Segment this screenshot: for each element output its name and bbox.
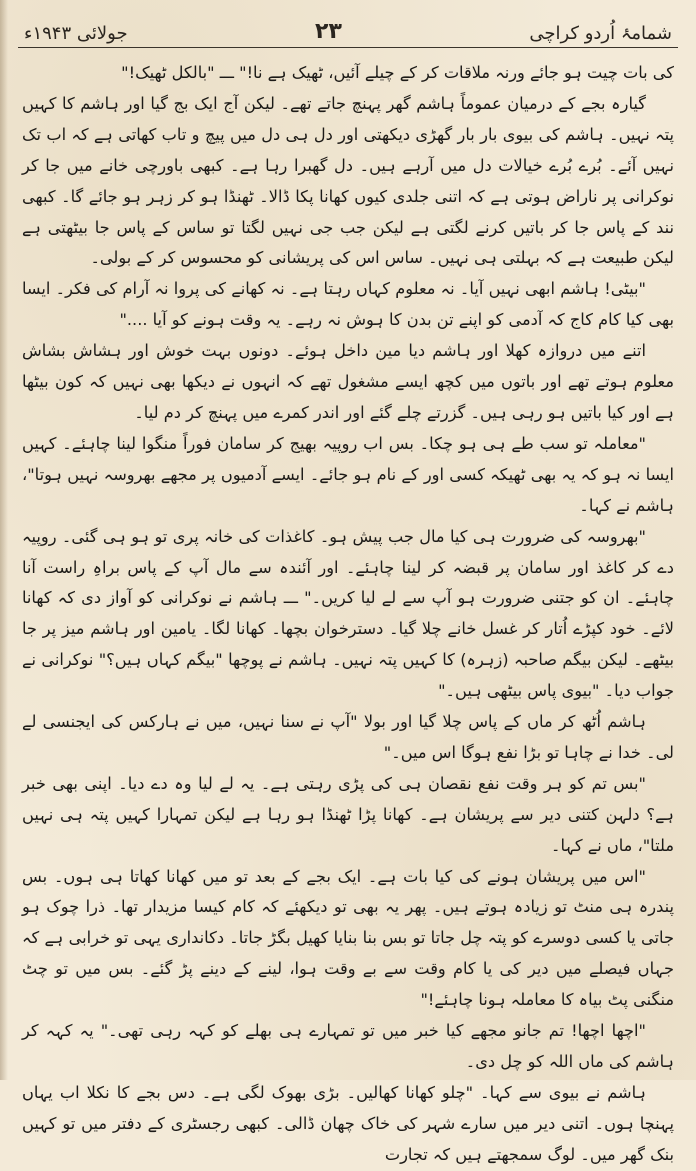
- issue-date: جولائی ۱۹۴۳ء: [24, 23, 128, 44]
- paragraph: "بھروسہ کی ضرورت ہی کیا مال جب پیش ہو۔ کاغذات کی خانہ پری تو ہو ہی گئی۔ روپیہ دے کر کاغذ اور سامان پر قبضہ کر لینا چاہئے۔ اور آئندہ سے مال آپ کے پاس براہِ راست آنا چاہئے۔ ان کو جتنی ضرورت ہو آپ سے لے لیا کریں۔" ـــ ہاشم نے نوکرانی کو آواز دی کہ کھانا لائے۔ خود کپڑے اُتار کر غسل خانے چلا گیا۔ دسترخوان بچھا۔ کھانا لگا۔ یامین اور ہاشم میز پر جا بیٹھے۔ لیکن بیگم صاحبہ (زہرہ) کا کہیں پتہ نہیں۔ ہاشم نے پوچھا "بیگم کہاں ہیں؟" نوکرانی نے جواب دیا۔ "بیوی پاس بیٹھی ہیں۔": [22, 526, 674, 701]
- paragraph: کی بات چیت ہو جائے ورنہ ملاقات کر کے چیلے آئیں، ٹھیک ہے نا!" ـــ "بالکل ٹھیک!": [121, 63, 674, 82]
- page-number: ۲۳: [315, 19, 342, 44]
- paragraph: ہاشم اُٹھ کر ماں کے پاس چلا گیا اور بولا "آپ نے سنا نہیں، میں نے ہارکس کی ایجنسی لے لی۔ خدا نے چاہا تو بڑا نفع ہوگا اس میں۔": [22, 712, 674, 762]
- page-header: [18, 10, 678, 48]
- paragraph: "بس تم کو ہر وقت نفع نقصان ہی کی پڑی رہتی ہے۔ یہ لے لیا وہ دے دیا۔ اپنی بھی خبر ہے؟ دلہن کتنی دیر سے پریشان ہے۔ کھانا پڑا ٹھنڈا ہو رہا ہے لیکن تمہارا کہیں پتہ ہی نہیں ملتا"، ماں نے کہا۔: [22, 773, 674, 855]
- paragraph: گیارہ بجے کے درمیان عموماً ہاشم گھر پہنچ جاتے تھے۔ لیکن آج ایک بج گیا اور ہاشم کا کہیں پتہ نہیں۔ ہاشم کی بیوی بار بار گھڑی دیکھتی اور دل ہی دل میں پیچ و تاب کھاتی ہے کہ اب تک نہیں آئے۔ بُرے بُرے خیالات دل میں آرہے ہیں۔ دل گھبرا رہا ہے۔ کبھی باورچی خانے میں جا کر نوکرانی پر ناراض ہوتی ہے کہ اتنی جلدی کیوں کھانا پکا ڈالا۔ ٹھنڈا ہو کر زہر ہو جائے گا۔ کبھی نند کے پاس جا کر باتیں کرنے لگتی ہے لیکن جب جی نہیں لگتا تو ساس کے پاس جا بیٹھتی ہے لیکن طبیعت ہے کہ بہلتی ہی نہیں۔ ساس اس کی پریشانی کو محسوس کر کے بولی۔: [22, 93, 674, 268]
- paragraph: "اچھا اچھا! تم جانو مجھے کیا خبر میں تو تمہارے ہی بھلے کو کہہ رہی تھی۔" یہ کہہ کر ہاشم کی ماں اللہ کو چل دی۔: [22, 1021, 674, 1071]
- paragraph: اتنے میں دروازہ کھلا اور ہاشم دیا مین داخل ہوئے۔ دونوں بہت خوش اور ہشاش بشاش معلوم ہوتے تھے اور باتوں میں کچھ ایسے مشغول تھے کہ انہوں نے دیکھا بھی نہیں کہ کون بیٹھا ہے اور کیا باتیں ہو رہی ہیں۔ گزرتے چلے گئے اور اندر کمرے میں پہنچ کر دم لیا۔: [22, 341, 674, 422]
- paragraph: "معاملہ تو سب طے ہی ہو چکا۔ بس اب روپیہ بھیج کر سامان فوراً منگوا لینا چاہئے۔ کہیں ایسا نہ ہو کہ یہ بھی ٹھیکہ کسی اور کے نام ہو جائے۔ ایسے آدمیوں پر مجھے بھروسہ نہیں ہوتا"، ہاشم نے کہا۔: [22, 433, 674, 515]
- paragraph: "اس میں پریشان ہونے کی کیا بات ہے۔ ایک بجے کے بعد تو میں کھانا کھاتا ہی ہوں۔ بس پندرہ ہی منٹ تو زیادہ ہوتے ہیں۔ پھر یہ بھی تو دیکھئے کہ کام کیسا مزیدار تھا۔ ذرا چوک ہو جاتی یا کسی دوسرے کو پتہ چل جاتا تو بس بنا بنایا کھیل بگڑ جاتا۔ دکانداری یہی تو خرابی ہے کہ جہاں فیصلے میں دیر کی یا کام وقت سے بے وقت ہوا، لینے کے دینے پڑ گئے۔ بس میں تو چٹ منگنی پٹ بیاہ کا معاملہ ہونا چاہئے!": [22, 866, 674, 1010]
- body-text: [18, 48, 678, 1171]
- journal-title: شمامۂ اُردو کراچی: [529, 23, 672, 44]
- paragraph: "بیٹی! ہاشم ابھی نہیں آیا۔ نہ معلوم کہاں رہتا ہے۔ نہ کھانے کی پروا نہ آرام کی فکر۔ ایسا بھی کیا کام کاج کہ آدمی کو اپنے تن بدن کا ہوش نہ رہے۔ یہ وقت ہونے کو آیا ....": [22, 279, 674, 330]
- paragraph: ہاشم نے بیوی سے کہا۔ "چلو کھانا کھالیں۔ بڑی بھوک لگی ہے۔ دس بجے کا نکلا اب یہاں پہنچا ہوں۔ اتنی دیر میں سارے شہر کی خاک چھان ڈالی۔ کبھی رجسٹری کے دفتر میں تو کہیں بنک گھر میں۔ لوگ سمجھتے ہیں کہ تجارت: [22, 1082, 674, 1164]
